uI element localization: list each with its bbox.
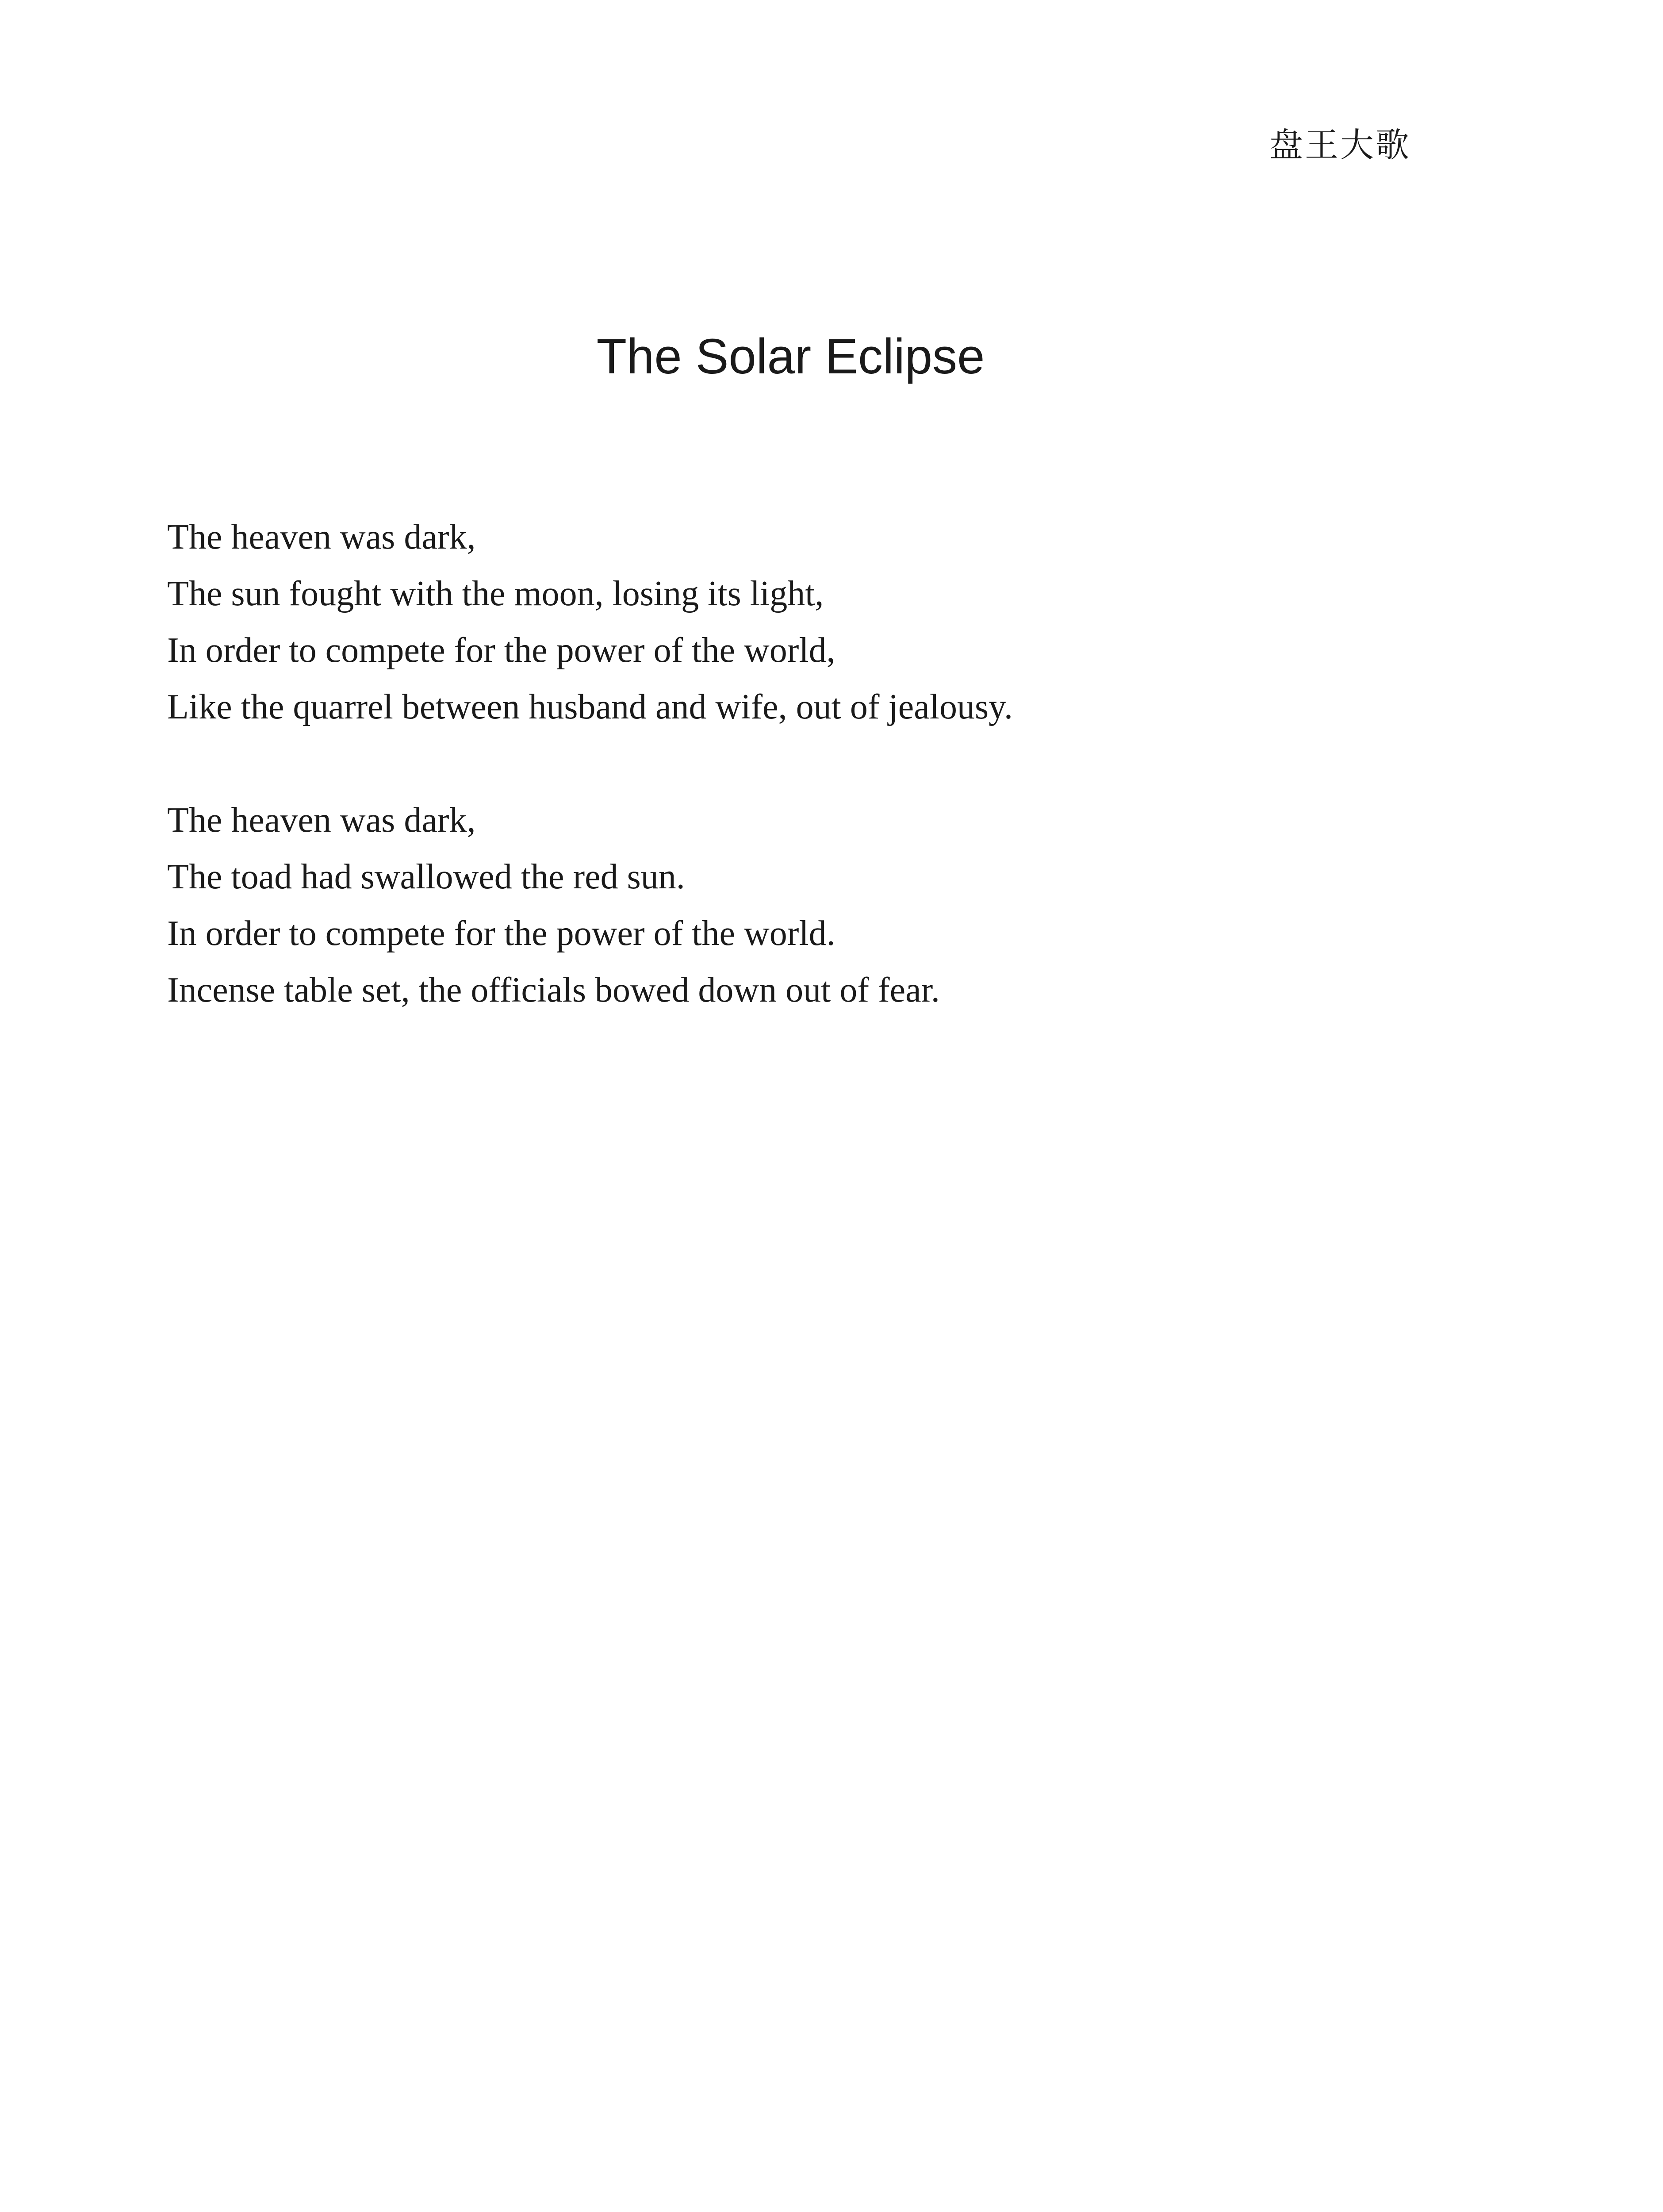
stanza-2 <box>167 792 1450 1018</box>
running-header: 盘王大歌 <box>1269 125 1411 165</box>
poem-line: The heaven was dark, <box>167 518 476 557</box>
poem-line: Like the quarrel between husband and wife, out of jealousy. <box>167 687 1013 726</box>
poem-line: The sun fought with the moon, losing its light, <box>167 574 824 613</box>
poem-line: In order to compete for the power of the world. <box>167 914 835 953</box>
poem-body <box>167 509 1450 1075</box>
poem-line: Incense table set, the officials bowed down out of fear. <box>167 971 940 1010</box>
stanza-1 <box>167 509 1450 735</box>
poem-line: The heaven was dark, <box>167 801 476 840</box>
poem-title: The Solar Eclipse <box>596 329 985 384</box>
poem-line: The toad had swallowed the red sun. <box>167 857 685 896</box>
poem-line: In order to compete for the power of the world, <box>167 631 835 670</box>
